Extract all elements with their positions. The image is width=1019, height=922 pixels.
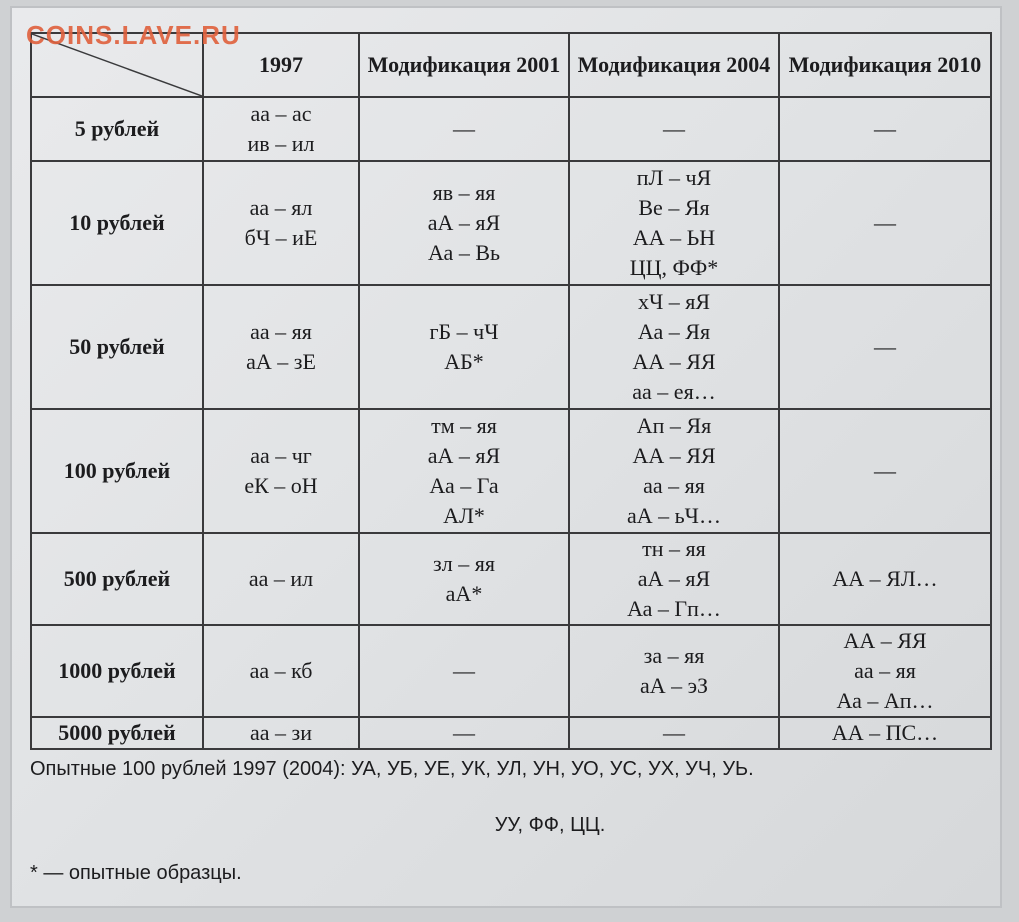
row-header: 5000 рублей bbox=[31, 717, 203, 749]
series-range: аа – яя bbox=[854, 658, 916, 683]
series-range: яв – яя bbox=[432, 180, 496, 205]
row-header: 1000 рублей bbox=[31, 625, 203, 717]
table-cell bbox=[203, 285, 359, 409]
series-range: аА – зЕ bbox=[246, 349, 316, 374]
series-range: АБ* bbox=[444, 349, 484, 374]
table-body bbox=[31, 97, 991, 749]
table-cell bbox=[203, 97, 359, 161]
watermark: COINS.LAVE.RU bbox=[26, 20, 241, 50]
experimental-notes-line2: УУ, ФФ, ЦЦ. bbox=[494, 814, 606, 836]
table-cell bbox=[203, 161, 359, 285]
row-header: 500 рублей bbox=[31, 533, 203, 625]
table-cell bbox=[359, 717, 569, 749]
table-cell bbox=[359, 97, 569, 161]
series-range: — bbox=[874, 116, 896, 141]
column-header: 1997 bbox=[203, 33, 359, 97]
series-range: ив – ил bbox=[247, 131, 315, 156]
series-range: АЛ* bbox=[443, 503, 485, 528]
series-range: аа – чг bbox=[250, 443, 312, 468]
series-range: — bbox=[663, 720, 685, 745]
experimental-notes-line1: Опытные 100 рублей 1997 (2004): УА, УБ, УЕ, УК, УЛ, УН, УО, УС, УХ, УЧ, УЬ. bbox=[30, 758, 754, 780]
series-range: аА* bbox=[445, 581, 483, 606]
row-header: 5 рублей bbox=[31, 97, 203, 161]
series-range: зл – яя bbox=[433, 551, 495, 576]
series-range: аа – яя bbox=[250, 319, 312, 344]
series-range: Ап – Яя bbox=[636, 413, 712, 438]
column-header: Модификация 2001 bbox=[359, 33, 569, 97]
series-range: аа – ил bbox=[248, 566, 314, 591]
series-range: АА – ПС… bbox=[831, 720, 939, 745]
series-range: — bbox=[453, 116, 475, 141]
table-row bbox=[31, 625, 991, 717]
table-row bbox=[31, 285, 991, 409]
series-range: аА – яЯ bbox=[427, 210, 501, 235]
series-range: аа – яя bbox=[643, 473, 705, 498]
table-cell bbox=[779, 285, 991, 409]
table-cell bbox=[569, 717, 779, 749]
series-range: за – яя bbox=[643, 643, 705, 668]
table-cell bbox=[779, 533, 991, 625]
series-range: тм – яя bbox=[431, 413, 497, 438]
series-range: бЧ – иЕ bbox=[244, 225, 318, 250]
table-row bbox=[31, 533, 991, 625]
table-cell bbox=[569, 161, 779, 285]
series-range: АА – ЯЛ… bbox=[832, 566, 938, 591]
table-cell bbox=[203, 625, 359, 717]
table-cell bbox=[359, 533, 569, 625]
series-range: АА – ЯЯ bbox=[632, 349, 716, 374]
table-cell bbox=[569, 97, 779, 161]
series-range: аа – ас bbox=[250, 101, 312, 126]
series-range: аа – ея… bbox=[632, 379, 716, 404]
table-cell bbox=[779, 717, 991, 749]
table-row bbox=[31, 161, 991, 285]
series-range: аА – яЯ bbox=[427, 443, 501, 468]
series-range: тн – яя bbox=[642, 536, 706, 561]
series-range: пЛ – чЯ bbox=[636, 165, 712, 190]
series-range: Аа – Ап… bbox=[836, 688, 934, 713]
table-cell bbox=[359, 161, 569, 285]
series-range: Аа – Яя bbox=[637, 319, 711, 344]
series-range: АА – ЯЯ bbox=[632, 443, 716, 468]
series-range: — bbox=[874, 334, 896, 359]
series-range: — bbox=[663, 116, 685, 141]
row-header: 10 рублей bbox=[31, 161, 203, 285]
table-row bbox=[31, 717, 991, 749]
table-row bbox=[31, 97, 991, 161]
table-cell bbox=[359, 285, 569, 409]
series-range: Аа – Вь bbox=[427, 240, 501, 265]
row-header: 50 рублей bbox=[31, 285, 203, 409]
series-range: ЦЦ, ФФ* bbox=[629, 255, 719, 280]
table-cell bbox=[569, 285, 779, 409]
series-range: — bbox=[453, 658, 475, 683]
row-header: 100 рублей bbox=[31, 409, 203, 533]
table-cell bbox=[569, 409, 779, 533]
column-header: Модификация 2004 bbox=[569, 33, 779, 97]
table-row bbox=[31, 409, 991, 533]
series-range: хЧ – яЯ bbox=[637, 289, 711, 314]
table-cell bbox=[569, 625, 779, 717]
column-header: Модификация 2010 bbox=[779, 33, 991, 97]
table-cell bbox=[203, 533, 359, 625]
series-range: — bbox=[874, 210, 896, 235]
table-cell bbox=[779, 625, 991, 717]
table-cell bbox=[359, 625, 569, 717]
banknote-series-table bbox=[30, 32, 992, 750]
series-range: Ве – Яя bbox=[638, 195, 710, 220]
series-range: — bbox=[874, 458, 896, 483]
table-cell bbox=[359, 409, 569, 533]
series-range: аа – ял bbox=[249, 195, 313, 220]
series-range: аА – яЯ bbox=[637, 566, 711, 591]
series-range: АА – ЯЯ bbox=[843, 628, 927, 653]
table-cell bbox=[779, 409, 991, 533]
footnote: * — опытные образцы. bbox=[30, 862, 242, 884]
series-range: гБ – чЧ bbox=[429, 319, 499, 344]
series-range: аА – эЗ bbox=[639, 673, 709, 698]
table-cell bbox=[779, 97, 991, 161]
series-range: аА – ьЧ… bbox=[627, 503, 721, 528]
series-range: еК – оН bbox=[244, 473, 318, 498]
table-cell bbox=[569, 533, 779, 625]
series-range: Аа – Гп… bbox=[627, 596, 721, 621]
table-cell bbox=[203, 409, 359, 533]
series-range: Аа – Га bbox=[429, 473, 499, 498]
series-range: — bbox=[453, 720, 475, 745]
table-cell bbox=[779, 161, 991, 285]
table-cell bbox=[203, 717, 359, 749]
series-range: аа – зи bbox=[250, 720, 312, 745]
series-range: АА – ЬН bbox=[632, 225, 716, 250]
series-range: аа – кб bbox=[249, 658, 313, 683]
